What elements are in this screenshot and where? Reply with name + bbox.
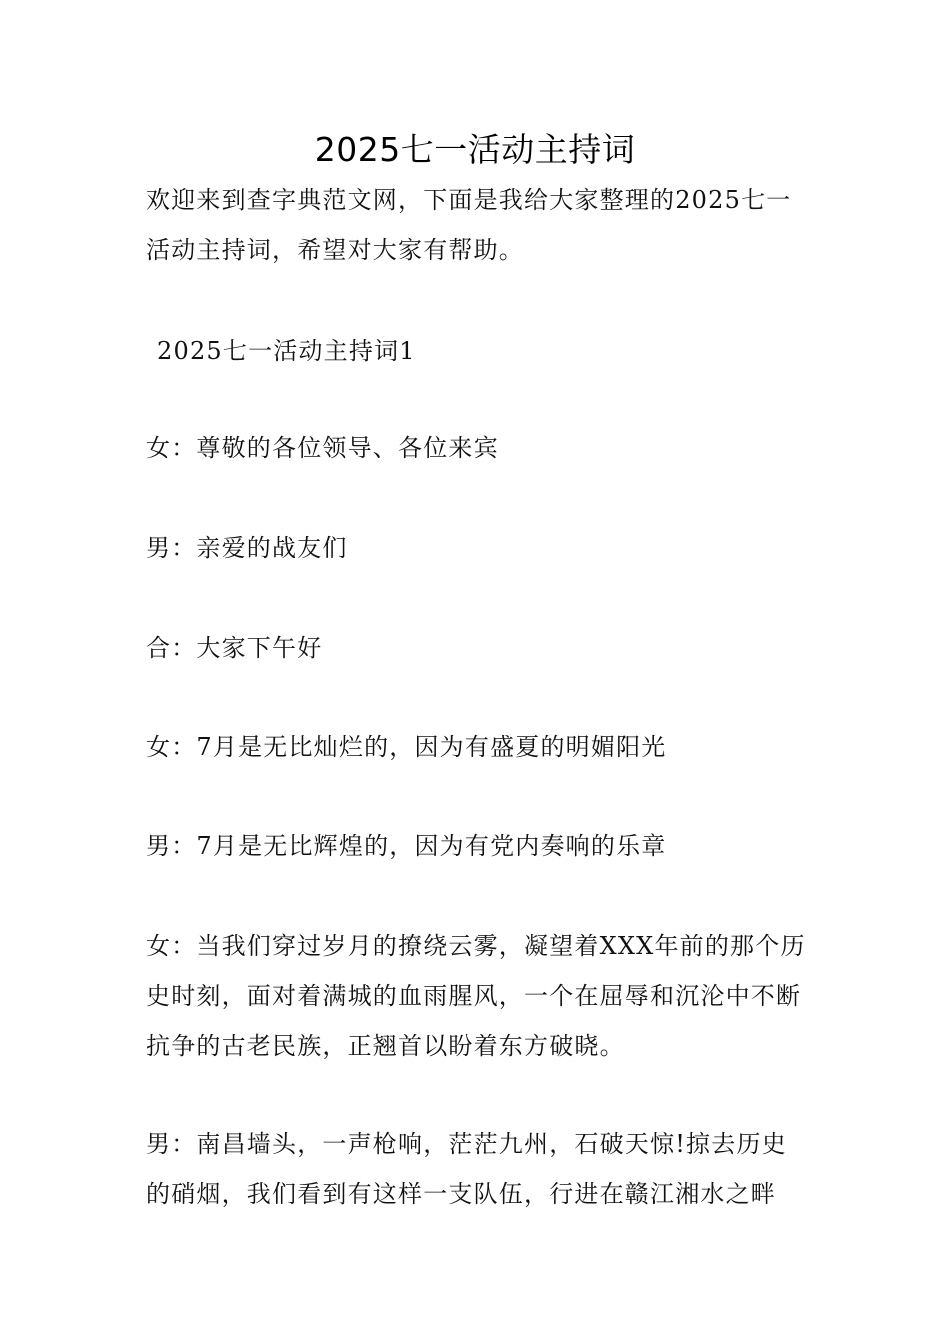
dialogue-paragraph: 女：当我们穿过岁月的撩绕云雾，凝望着XXX年前的那个历史时刻，面对着满城的血雨腥风，一个在屈辱和沉沦中不断抗争的古老民族，正翘首以盼着东方破晓。 <box>146 932 806 1060</box>
section-heading: 2025七一活动主持词1 <box>157 337 416 365</box>
dialogue-line: 合：大家下午好 <box>146 634 323 662</box>
dialogue-line: 女：尊敬的各位领导、各位来宾 <box>146 434 499 462</box>
dialogue-line: 男：7月是无比辉煌的，因为有党内奏响的乐章 <box>146 832 667 860</box>
document-title: 2025七一活动主持词 <box>314 130 636 169</box>
dialogue-line: 女：7月是无比灿烂的，因为有盛夏的明媚阳光 <box>146 733 667 761</box>
dialogue-line: 男：亲爱的战友们 <box>146 534 348 562</box>
dialogue-paragraph: 男：南昌墙头，一声枪响，茫茫九州，石破天惊!掠去历史的硝烟，我们看到有这样一支队伍，行进在赣江湘水之畔 <box>146 1130 787 1208</box>
intro-paragraph: 欢迎来到查字典范文网，下面是我给大家整理的2025七一活动主持词，希望对大家有帮助。 <box>146 186 792 264</box>
